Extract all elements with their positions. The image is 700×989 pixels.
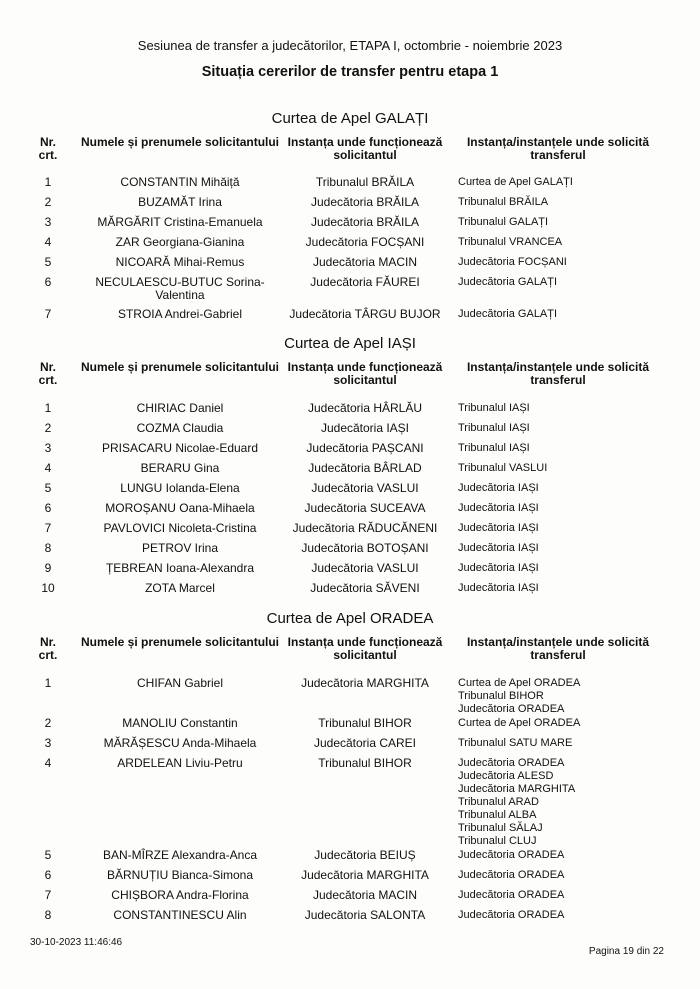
requested-courts <box>458 462 658 475</box>
applicant-name: PRISACARU Nicolae-Eduard <box>101 441 259 455</box>
row-number: 4 <box>44 235 52 249</box>
applicant-name: ZOTA Marcel <box>145 581 215 595</box>
table-row <box>0 216 658 229</box>
requested-court: Judecătoria GALAȚI <box>458 276 558 288</box>
current-court: Judecătoria TÂRGU BUJOR <box>289 307 441 321</box>
applicant-name: NECULAESCU-BUTUC Sorina-Valentina <box>95 275 265 302</box>
row-number: 2 <box>44 421 52 435</box>
requested-courts <box>458 562 658 575</box>
requested-court: Tribunalul CLUJ <box>458 835 537 847</box>
requested-courts <box>458 276 658 302</box>
footer-timestamp: 30-10-2023 11:46:46 <box>30 937 123 948</box>
requested-court: Judecătoria MARGHITA <box>458 783 576 795</box>
table-row <box>0 402 658 415</box>
current-court: Judecătoria VASLUI <box>311 481 419 495</box>
table-row <box>0 737 658 750</box>
requested-court: Tribunalul SĂLAJ <box>458 822 543 834</box>
current-court: Judecătoria FOCȘANI <box>305 235 425 249</box>
table-row <box>0 717 658 730</box>
current-court: Judecătoria BOTOȘANI <box>301 541 429 555</box>
requested-court: Tribunalul BIHOR <box>458 690 544 702</box>
court-section <box>0 608 700 922</box>
current-court: Judecătoria BEIUȘ <box>314 848 416 862</box>
row-number: 2 <box>44 195 52 209</box>
current-court: Judecătoria BRĂILA <box>310 215 420 229</box>
requested-courts <box>458 909 658 922</box>
requested-court: Judecătoria ORADEA <box>458 757 565 769</box>
current-court: Judecătoria SUCEAVA <box>304 501 426 515</box>
row-number: 2 <box>44 716 52 730</box>
applicant-name: MĂRĂȘESCU Anda-Mihaela <box>103 736 257 750</box>
current-court: Judecătoria MACIN <box>312 888 418 902</box>
requested-courts <box>458 422 658 435</box>
row-number: 10 <box>41 581 55 595</box>
table-header <box>0 361 700 387</box>
table-row <box>0 176 658 189</box>
table-header <box>0 136 700 162</box>
requested-courts <box>458 849 658 862</box>
requested-courts <box>458 216 658 229</box>
requested-courts <box>458 502 658 515</box>
requested-court: Judecătoria ORADEA <box>458 849 565 861</box>
requested-courts <box>458 869 658 882</box>
requested-court: Curtea de Apel GALAȚI <box>458 176 573 188</box>
current-court: Judecătoria IAȘI <box>320 421 410 435</box>
requested-court: Tribunalul SATU MARE <box>458 737 573 749</box>
requested-courts <box>458 717 658 730</box>
page-number: Pagina 19 din 22 <box>588 946 664 957</box>
current-court: Judecătoria PAȘCANI <box>306 441 424 455</box>
row-number: 7 <box>44 307 52 321</box>
current-court: Tribunalul BIHOR <box>318 716 412 730</box>
current-court: Judecătoria RĂDUCĂNENI <box>292 521 438 535</box>
court-title: Curtea de Apel GALAȚI <box>271 110 429 127</box>
applicant-name: BUZAMĂT Irina <box>138 195 222 209</box>
requested-court: Judecătoria GALAȚI <box>458 308 558 320</box>
table-row <box>0 308 658 321</box>
table-row <box>0 422 658 435</box>
court-title: Curtea de Apel ORADEA <box>266 610 434 627</box>
requested-courts <box>458 522 658 535</box>
applicant-name: PAVLOVICI Nicoleta-Cristina <box>103 521 257 535</box>
requested-court: Judecătoria IAȘI <box>458 582 539 594</box>
table-row <box>0 582 658 595</box>
requested-court: Tribunalul IAȘI <box>458 422 530 434</box>
current-court: Tribunalul BIHOR <box>318 756 412 770</box>
table-row <box>0 909 658 922</box>
current-court: Tribunalul BRĂILA <box>315 175 415 189</box>
requested-courts <box>458 402 658 415</box>
table-row <box>0 256 658 269</box>
requested-courts <box>458 757 658 848</box>
current-court: Judecătoria MARGHITA <box>301 868 429 882</box>
current-court: Judecătoria MARGHITA <box>301 676 429 690</box>
table-row <box>0 462 658 475</box>
header-nr: Nr. crt. <box>38 135 58 162</box>
current-court: Judecătoria BÂRLAD <box>308 461 422 475</box>
requested-courts <box>458 542 658 555</box>
requested-court: Tribunalul GALAȚI <box>458 216 549 228</box>
row-number: 5 <box>44 481 52 495</box>
applicant-name: NICOARĂ Mihai-Remus <box>115 255 245 269</box>
table-row <box>0 677 658 716</box>
applicant-name: CHIRIAC Daniel <box>136 401 224 415</box>
current-court: Judecătoria HÂRLĂU <box>307 401 423 415</box>
requested-court: Tribunalul IAȘI <box>458 442 530 454</box>
requested-court: Tribunalul VRANCEA <box>458 236 563 248</box>
applicant-name: BĂRNUȚIU Bianca-Simona <box>106 868 254 882</box>
current-court: Judecătoria CAREI <box>313 736 417 750</box>
row-number: 8 <box>44 541 52 555</box>
requested-courts <box>458 308 658 321</box>
requested-courts <box>458 176 658 189</box>
applicant-name: ZAR Georgiana-Gianina <box>115 235 245 249</box>
requested-court: Judecătoria ORADEA <box>458 869 565 881</box>
header-current-court: Instanța unde funcționează solicitantul <box>287 360 443 387</box>
row-number: 4 <box>44 756 52 770</box>
row-number: 3 <box>44 736 52 750</box>
applicant-name: MOROȘANU Oana-Mihaela <box>105 501 255 515</box>
requested-courts <box>458 236 658 249</box>
table-row <box>0 276 658 302</box>
current-court: Judecătoria VASLUI <box>311 561 419 575</box>
requested-court: Judecătoria ORADEA <box>458 703 565 715</box>
requested-courts <box>458 256 658 269</box>
row-number: 4 <box>44 461 52 475</box>
requested-courts <box>458 582 658 595</box>
requested-court: Curtea de Apel ORADEA <box>458 717 581 729</box>
row-number: 8 <box>44 908 52 922</box>
requested-court: Tribunalul IAȘI <box>458 402 530 414</box>
applicant-name: BERARU Gina <box>140 461 220 475</box>
table-row <box>0 502 658 515</box>
current-court: Judecătoria SALONTA <box>304 908 426 922</box>
requested-courts <box>458 737 658 750</box>
requested-court: Judecătoria IAȘI <box>458 482 539 494</box>
row-number: 1 <box>44 401 52 415</box>
row-number: 3 <box>44 441 52 455</box>
court-section <box>0 108 700 321</box>
header-name: Numele și prenumele solicitantului <box>80 360 280 374</box>
table-row <box>0 236 658 249</box>
requested-court: Judecătoria ALESD <box>458 770 554 782</box>
requested-court: Judecătoria IAȘI <box>458 522 539 534</box>
applicant-name: STROIA Andrei-Gabriel <box>117 307 243 321</box>
applicant-name: CONSTANTINESCU Alin <box>113 908 247 922</box>
applicant-name: MĂRGĂRIT Cristina-Emanuela <box>97 215 263 229</box>
header-requested-courts: Instanța/instanțele unde solicită transferul <box>466 360 650 387</box>
page-title: Situația cererilor de transfer pentru etapa 1 <box>201 64 499 80</box>
applicant-name: ARDELEAN Liviu-Petru <box>117 756 243 770</box>
current-court: Judecătoria FĂUREI <box>310 275 420 289</box>
requested-court: Curtea de Apel ORADEA <box>458 677 581 689</box>
header-requested-courts: Instanța/instanțele unde solicită transferul <box>466 135 650 162</box>
applicant-name: CHIFAN Gabriel <box>136 676 224 690</box>
requested-court: Judecătoria FOCȘANI <box>458 256 567 268</box>
table-row <box>0 482 658 495</box>
applicant-name: BAN-MÎRZE Alexandra-Anca <box>102 848 258 862</box>
table-row <box>0 869 658 882</box>
table-row <box>0 196 658 209</box>
header-requested-courts: Instanța/instanțele unde solicită transferul <box>466 635 650 662</box>
table-row <box>0 562 658 575</box>
requested-court: Tribunalul BRĂILA <box>458 196 549 208</box>
applicant-name: LUNGU Iolanda-Elena <box>120 481 240 495</box>
table-header <box>0 636 700 662</box>
header-name: Numele și prenumele solicitantului <box>80 135 280 149</box>
requested-court: Judecătoria IAȘI <box>458 562 539 574</box>
requested-courts <box>458 482 658 495</box>
requested-court: Judecătoria ORADEA <box>458 909 565 921</box>
row-number: 6 <box>44 868 52 882</box>
requested-court: Judecătoria IAȘI <box>458 542 539 554</box>
row-number: 1 <box>44 175 52 189</box>
table-row <box>0 542 658 555</box>
court-title: Curtea de Apel IAȘI <box>284 335 416 352</box>
applicant-name: CONSTANTIN Mihăiță <box>120 175 240 189</box>
applicant-name: COZMA Claudia <box>136 421 224 435</box>
requested-court: Tribunalul VASLUI <box>458 462 548 474</box>
requested-court: Judecătoria ORADEA <box>458 889 565 901</box>
row-number: 6 <box>44 275 52 289</box>
requested-courts <box>458 196 658 209</box>
applicant-name: MANOLIU Constantin <box>122 716 238 730</box>
row-number: 5 <box>44 255 52 269</box>
requested-courts <box>458 889 658 902</box>
row-number: 7 <box>44 888 52 902</box>
header-current-court: Instanța unde funcționează solicitantul <box>287 635 443 662</box>
row-number: 6 <box>44 501 52 515</box>
table-row <box>0 757 658 848</box>
row-number: 3 <box>44 215 52 229</box>
header-nr: Nr. crt. <box>38 360 58 387</box>
current-court: Judecătoria SĂVENI <box>310 581 420 595</box>
row-number: 7 <box>44 521 52 535</box>
current-court: Judecătoria MACIN <box>312 255 418 269</box>
row-number: 9 <box>44 561 52 575</box>
requested-courts <box>458 442 658 455</box>
row-number: 5 <box>44 848 52 862</box>
requested-court: Tribunalul ARAD <box>458 796 539 808</box>
table-row <box>0 522 658 535</box>
requested-court: Judecătoria IAȘI <box>458 502 539 514</box>
requested-court: Tribunalul ALBA <box>458 809 537 821</box>
current-court: Judecătoria BRĂILA <box>310 195 420 209</box>
requested-courts <box>458 677 658 716</box>
header-name: Numele și prenumele solicitantului <box>80 635 280 649</box>
session-header: Sesiunea de transfer a judecătorilor, ETAPA I, octombrie - noiembrie 2023 <box>137 38 563 53</box>
table-row <box>0 889 658 902</box>
table-row <box>0 442 658 455</box>
applicant-name: PETROV Irina <box>141 541 219 555</box>
applicant-name: ȚEBREAN Ioana-Alexandra <box>105 561 255 575</box>
header-current-court: Instanța unde funcționează solicitantul <box>287 135 443 162</box>
applicant-name: CHIȘBORA Andra-Florina <box>111 888 249 902</box>
row-number: 1 <box>44 676 52 690</box>
table-row <box>0 849 658 862</box>
court-section <box>0 333 700 595</box>
header-nr: Nr. crt. <box>38 635 58 662</box>
